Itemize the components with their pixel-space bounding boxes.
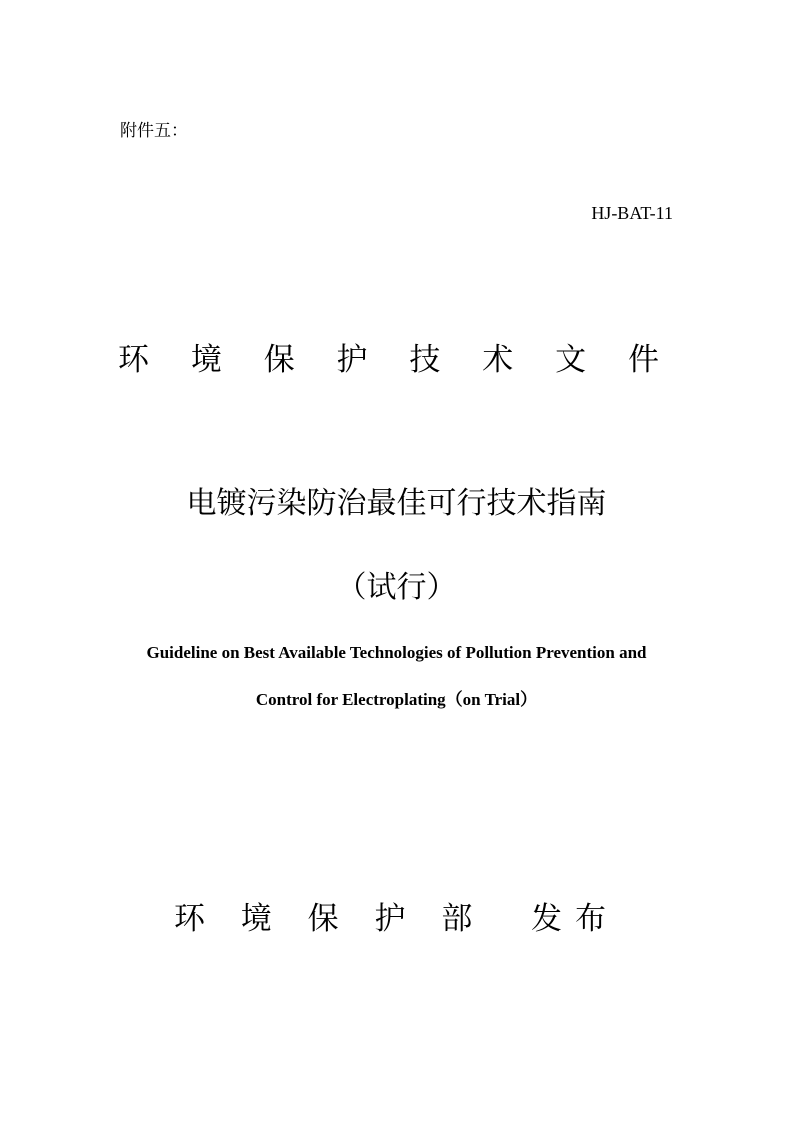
publisher-line: 环 境 保 护 部 发布 (173, 901, 620, 937)
attachment-label: 附件五： (120, 121, 188, 141)
title-english-line-1: Guideline on Best Available Technologies of Pollution Prevention and (146, 643, 647, 662)
document-code: HJ-BAT-11 (591, 203, 673, 223)
title-english-line-2: Control for Electroplating（on Trial） (255, 690, 538, 709)
title-chinese: 电镀污染防治最佳可行技术指南 (186, 486, 607, 521)
trial-label-chinese: （试行） (336, 570, 457, 605)
document-type-heading: 环 境 保 护 技 术 文 件 (118, 342, 675, 378)
